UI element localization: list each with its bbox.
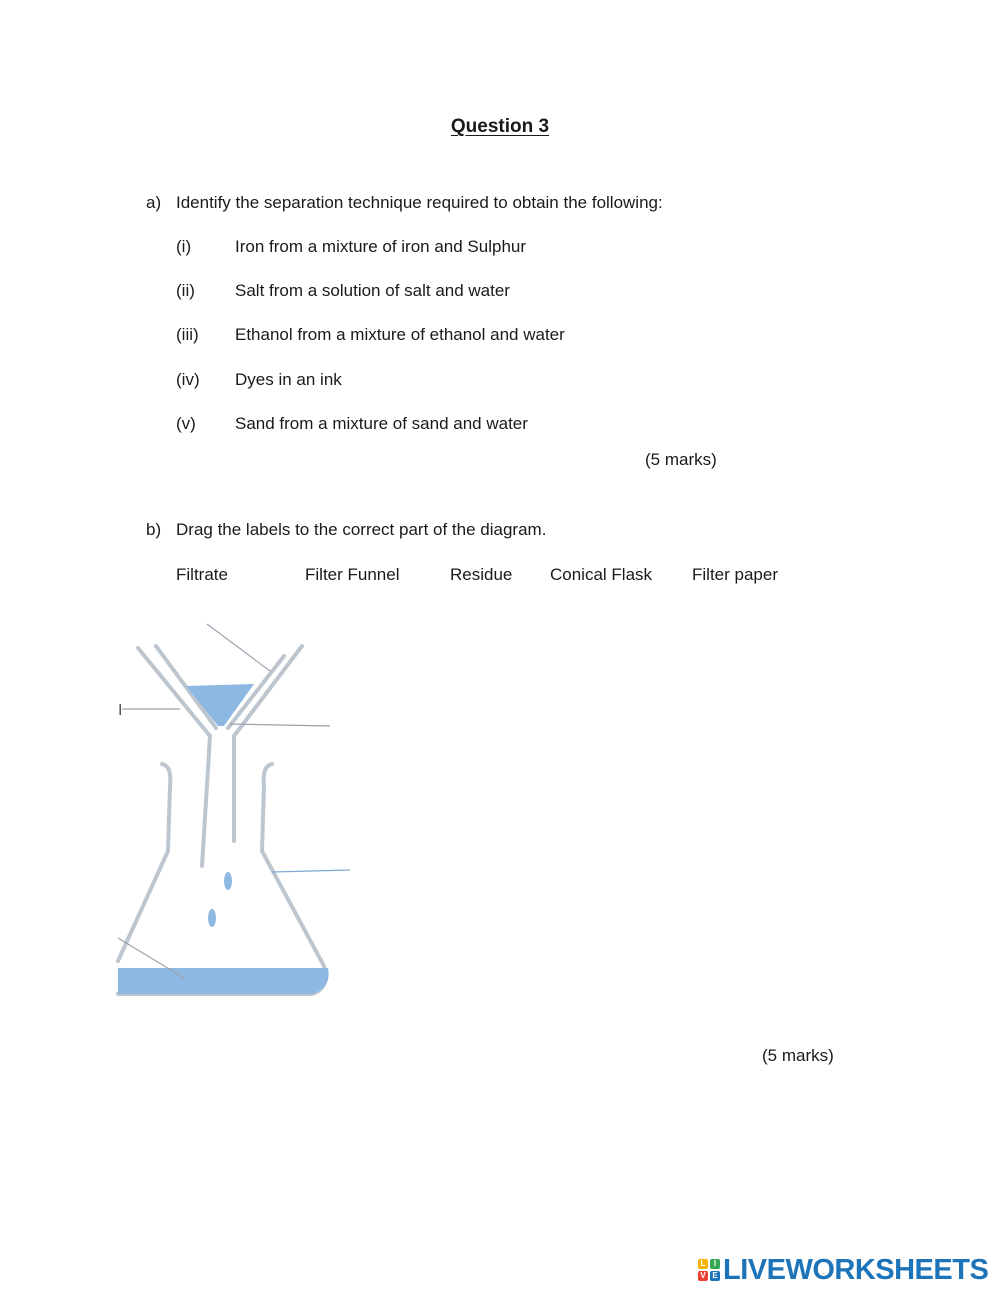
item-number: (iv) <box>176 370 200 389</box>
item-text: Sand from a mixture of sand and water <box>235 414 528 433</box>
item-text: Salt from a solution of salt and water <box>235 281 510 300</box>
logo-text: LIVEWORKSHEETS <box>723 1253 989 1286</box>
logo-mark-letter: I <box>710 1259 720 1269</box>
label-placeholder: I <box>118 702 123 719</box>
flask-filtrate <box>118 968 329 994</box>
leader-line-top <box>207 624 270 671</box>
leader-line-flask <box>272 870 350 872</box>
filtrate-drop <box>224 872 232 890</box>
item-number: (ii) <box>176 281 195 300</box>
liveworksheets-logo[interactable] <box>698 1253 988 1287</box>
logo-mark-icon <box>698 1259 720 1281</box>
part-b-marks: (5 marks) <box>762 1046 834 1065</box>
part-b-letter: b) <box>146 520 162 539</box>
part-b-prompt: Drag the labels to the correct part of the diagram. <box>176 520 547 539</box>
drag-label-filter-funnel[interactable]: Filter Funnel <box>305 565 400 584</box>
drag-label-conical-flask[interactable]: Conical Flask <box>550 565 653 584</box>
logo-mark-letter: E <box>710 1271 720 1281</box>
item-number: (v) <box>176 414 196 433</box>
item-text: Ethanol from a mixture of ethanol and water <box>235 325 565 344</box>
filtrate-drop <box>208 909 216 927</box>
page-title: Question 3 <box>450 116 550 137</box>
part-a-prompt: Identify the separation technique required to obtain the following: <box>176 193 663 212</box>
logo-mark-letter: L <box>698 1259 708 1269</box>
leader-line-right <box>230 724 330 726</box>
item-number: (iii) <box>176 325 199 344</box>
part-a-letter: a) <box>146 193 162 212</box>
item-text: Dyes in an ink <box>235 370 342 389</box>
flask-left-wall <box>118 764 170 961</box>
part-a-marks: (5 marks) <box>645 450 717 469</box>
item-number: (i) <box>176 237 192 256</box>
drag-label-residue[interactable]: Residue <box>450 565 513 584</box>
flask-right-wall <box>118 764 326 994</box>
filtration-diagram <box>112 616 357 1001</box>
logo-mark-letter: V <box>698 1271 708 1281</box>
funnel-stem-left <box>202 736 210 866</box>
drag-label-filtrate[interactable]: Filtrate <box>176 565 228 584</box>
drag-label-filter-paper[interactable]: Filter paper <box>692 565 778 584</box>
item-text: Iron from a mixture of iron and Sulphur <box>235 237 527 256</box>
